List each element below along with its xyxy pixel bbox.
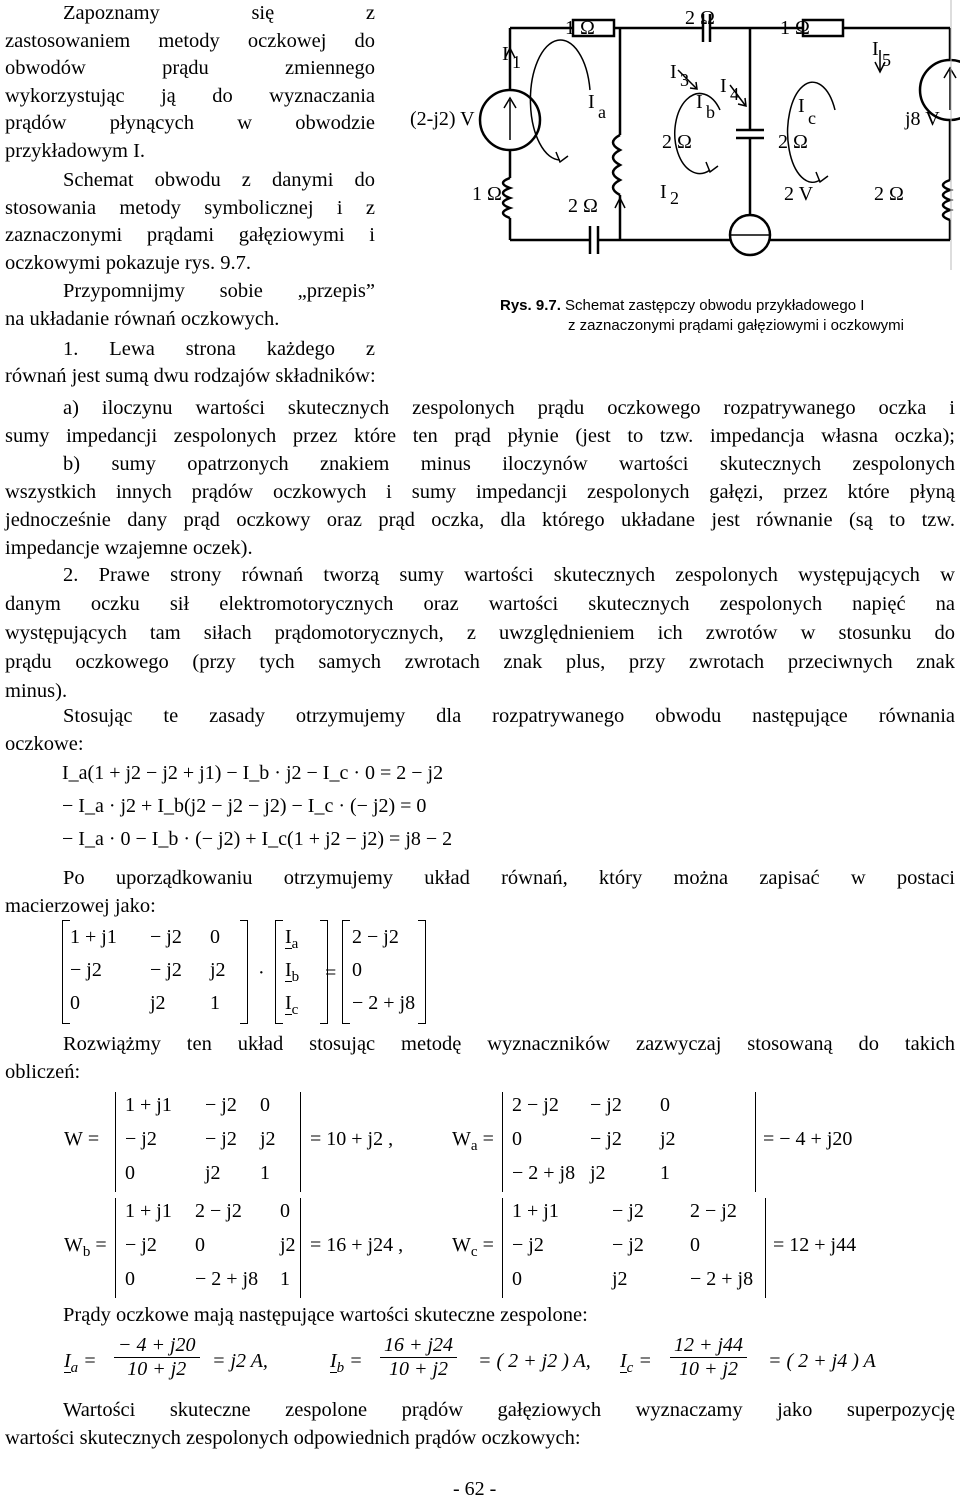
solution-fraction: $\frac{16 + j24}{10 + j2}$ (380, 1334, 457, 1381)
determinant-cell: − j2 (125, 1234, 157, 1256)
determinant-bar (755, 1092, 756, 1192)
determinant-bar (502, 1092, 503, 1192)
svg-text:2: 2 (670, 188, 679, 208)
svg-text:I: I (670, 61, 677, 83)
applying-line: oczkowe: (5, 733, 84, 755)
determinant-result: = 12 + j44 (773, 1234, 857, 1256)
determinant-cell: 2 − j2 (690, 1200, 737, 1222)
figure-caption-line1: Schemat zastępczy obwodu przykładowego I (565, 297, 865, 314)
rule-b-line: impedancje wzajemne oczek). (5, 537, 253, 559)
intro-line: zastosowaniem metody oczkowej do (5, 29, 375, 52)
closing-line: wartości skutecznych zespolonych odpowiednich prądów oczkowych: (5, 1427, 581, 1449)
svg-text:c: c (808, 108, 816, 128)
svg-text:I: I (720, 75, 727, 97)
matrix-b-cell: − 2 + j8 (352, 992, 416, 1014)
currents-intro: Prądy oczkowe mają następujące wartości skuteczne zespolone: (63, 1304, 588, 1326)
equation-3: − I_a · 0 − I_b · (− j2) + I_c(1 + j2 − j2) = j8 − 2 (62, 828, 453, 850)
rule-a-line: sumy impedancji zespolonych przez które ten prąd płynie (jest to tzw. impedancja własna oczka); (5, 425, 955, 447)
matrix-x-cell: $I_a$ (285, 926, 299, 952)
matrix-x-cell: $I_b$ (285, 959, 300, 985)
applying-line: Stosując te zasady otrzymujemy dla rozpatrywanego obwodu następujące równania (63, 705, 955, 727)
determinant-cell: − j2 (205, 1128, 237, 1150)
determinant-cell: − j2 (512, 1234, 544, 1256)
solution-fraction: $\frac{12 + j44}{10 + j2}$ (670, 1334, 747, 1381)
determinant-cell: j2 (590, 1162, 606, 1184)
determinant-cell: − j2 (590, 1128, 622, 1150)
svg-text:I: I (872, 38, 879, 60)
determinant-cell: − j2 (590, 1094, 622, 1116)
rule-2-line: minus). (5, 680, 68, 702)
svg-text:3: 3 (680, 70, 689, 90)
determinant-cell: 0 (125, 1162, 135, 1184)
matrix-a-cell: j2 (210, 959, 226, 981)
determinant-cell: − j2 (125, 1128, 157, 1150)
determinant-cell: 1 + j1 (512, 1200, 559, 1222)
rule-2-line: występujących tam siłach prądomotorycznych, z uwzględnieniem ich zwrotów w stosunku do (5, 622, 955, 644)
cramer-intro-line: obliczeń: (5, 1061, 81, 1083)
determinant-cell: 0 (195, 1234, 205, 1256)
determinant-cell: j2 (205, 1162, 221, 1184)
svg-text:I: I (588, 91, 595, 113)
determinant-cell: 1 (280, 1268, 290, 1290)
determinant-label: $W_c$ = (452, 1234, 494, 1260)
svg-text:2 Ω: 2 Ω (685, 7, 715, 29)
svg-text:1 Ω: 1 Ω (780, 17, 810, 39)
page-number: - 62 - (453, 1478, 497, 1500)
solution-result: = ( 2 + j2 ) A, (478, 1350, 591, 1372)
rule-a-line: a) iloczynu wartości skutecznych zespolonych prądu oczkowego rozpatrywanego oczka i (63, 397, 955, 419)
matrix-b-cell: 2 − j2 (352, 926, 399, 948)
determinant-cell: 1 + j1 (125, 1200, 172, 1222)
svg-text:a: a (598, 102, 606, 122)
svg-text:(2-j2) V: (2-j2) V (410, 108, 475, 130)
determinant-bar (300, 1198, 301, 1298)
figure-caption-line2: z zaznaczonymi prądami gałęziowymi i oczkowymi (568, 317, 904, 334)
svg-text:I: I (660, 181, 667, 203)
dot-operator: · (258, 962, 265, 984)
rule-b-line: wszystkich innych prądów oczkowych i sumy impedancji zespolonych gałęzi, przez które płyną (5, 481, 955, 503)
matrix-b-cell: 0 (352, 959, 362, 981)
svg-text:I: I (502, 43, 509, 65)
matrix-a-cell: 0 (210, 926, 220, 948)
determinant-cell: − 2 + j8 (512, 1162, 576, 1184)
matrix-a-cell: − j2 (70, 959, 102, 981)
equals-sign: = (325, 962, 337, 984)
matrix-a-cell: 1 (210, 992, 220, 1014)
determinant-label: W = (64, 1128, 100, 1150)
svg-text:2 Ω: 2 Ω (568, 195, 598, 217)
determinant-bar (300, 1092, 301, 1192)
intro-line: obwodów prądu zmiennego (5, 57, 375, 79)
determinant-cell: 0 (512, 1128, 522, 1150)
rule-2-line: prądu oczkowego (przy tych samych zwrotach znak plus, przy zwrotach przeciwnych znak (5, 651, 955, 673)
cramer-intro-line: Rozwiążmy ten układ stosując metodę wyznaczników zazwyczaj stosowaną do takich (63, 1033, 955, 1055)
determinant-bar (115, 1198, 116, 1298)
svg-text:2 Ω: 2 Ω (662, 131, 692, 153)
matrix-a-cell: − j2 (150, 959, 182, 981)
reminder-line: Przypomnijmy sobie „przepis” (63, 280, 375, 302)
rule-b-line: jednocześnie dany prąd oczkowy oraz prąd oczka, dla którego układane jest równanie (są to tzw. (5, 509, 955, 531)
figure-caption (500, 296, 904, 336)
determinant-cell: 0 (690, 1234, 700, 1256)
determinant-cell: j2 (260, 1128, 276, 1150)
svg-text:1 Ω: 1 Ω (565, 17, 595, 39)
svg-text:j8 V: j8 V (905, 108, 940, 130)
determinant-cell: 2 − j2 (512, 1094, 559, 1116)
solution-label: $I_b$ = (330, 1350, 363, 1376)
svg-text:2 V: 2 V (784, 183, 814, 205)
svg-text:I: I (798, 95, 805, 117)
rule-2-line: danym oczku sił elektromotorycznych oraz wartości skutecznych zespolonych napięć na (5, 593, 955, 615)
equation-2: − I_a · j2 + I_b(j2 − j2 − j2) − I_c · (− j2) = 0 (62, 795, 427, 817)
matrix-intro-line: macierzowej jako: (5, 895, 156, 917)
intro-line: przykładowym I. (5, 139, 146, 162)
determinant-bar (115, 1092, 116, 1192)
determinant-label: $W_a$ = (452, 1128, 494, 1154)
determinant-cell: 1 (260, 1162, 270, 1184)
svg-text:5: 5 (882, 50, 891, 70)
determinant-cell: 2 − j2 (195, 1200, 242, 1222)
rule-2-line: 2. Prawe strony równań tworzą sumy wartości skutecznych zespolonych występujących w (63, 564, 955, 586)
determinant-bar (502, 1198, 503, 1298)
determinant-cell: 1 (660, 1162, 670, 1184)
determinant-cell: 1 + j1 (125, 1094, 172, 1116)
rule1-start: 1. Lewa strona każdego z (63, 338, 375, 360)
determinant-cell: − 2 + j8 (690, 1268, 754, 1290)
schema-line: stosowania metody symbolicznej i z (5, 196, 375, 219)
determinant-cell: − j2 (612, 1200, 644, 1222)
intro-line: prądów płynących w obwodzie (5, 112, 375, 134)
determinant-result: = − 4 + j20 (763, 1128, 853, 1150)
determinant-cell: j2 (280, 1234, 296, 1256)
determinant-cell: 0 (260, 1094, 270, 1116)
svg-text:1 Ω: 1 Ω (472, 183, 502, 205)
svg-text:1: 1 (512, 52, 521, 72)
equation-1: I_a(1 + j2 − j2 + j1) − I_b · j2 − I_c · 0 = 2 − j2 (62, 762, 444, 784)
determinant-label: $W_b$ = (64, 1234, 107, 1260)
matrix-a-cell: − j2 (150, 926, 182, 948)
rule-b-line: b) sumy opatrzonych znakiem minus iloczynów wartości skutecznych zespolonych (63, 453, 955, 475)
rule1-cont: równań jest sumą dwu rodzajów składników: (5, 365, 376, 387)
figure-caption-label: Rys. 9.7. (500, 297, 561, 314)
schema-line: zaznaczonymi prądami gałęziowymi i (5, 224, 375, 246)
intro-line: wykorzystując ją do wyznaczania (5, 84, 375, 107)
determinant-cell: 0 (125, 1268, 135, 1290)
schema-line: oczkowymi pokazuje rys. 9.7. (5, 251, 251, 274)
determinant-cell: − 2 + j8 (195, 1268, 259, 1290)
svg-text:2 Ω: 2 Ω (778, 131, 808, 153)
matrix-a-cell: 0 (70, 992, 80, 1014)
reminder-line: na układanie równań oczkowych. (5, 307, 280, 330)
determinant-cell: j2 (660, 1128, 676, 1150)
determinant-bar (765, 1198, 766, 1298)
solution-result: = ( 2 + j4 ) A (768, 1350, 876, 1372)
determinant-cell: j2 (612, 1268, 628, 1290)
determinant-result: = 10 + j2 , (310, 1128, 394, 1150)
determinant-result: = 16 + j24 , (310, 1234, 404, 1256)
solution-label: $I_c$ = (620, 1350, 652, 1376)
solution-result: = j2 A, (212, 1350, 268, 1372)
matrix-x-cell: $I_c$ (285, 992, 299, 1018)
determinant-cell: − j2 (612, 1234, 644, 1256)
determinant-cell: 0 (280, 1200, 290, 1222)
determinant-cell: 0 (512, 1268, 522, 1290)
solution-label: $I_a$ = (64, 1350, 97, 1376)
closing-line: Wartości skuteczne zespolone prądów gałęziowych wyznaczamy jako superpozycję (63, 1399, 955, 1421)
schema-line: Schemat obwodu z danymi do (63, 169, 375, 191)
svg-text:b: b (706, 102, 715, 122)
svg-text:I: I (696, 91, 703, 113)
determinant-cell: − j2 (205, 1094, 237, 1116)
matrix-a-cell: j2 (150, 992, 166, 1014)
svg-text:4: 4 (730, 84, 739, 104)
determinant-cell: 0 (660, 1094, 670, 1116)
intro-line: Zapoznamy się z (63, 2, 375, 24)
matrix-intro-line: Po uporządkowaniu otrzymujemy układ równań, który można zapisać w postaci (63, 867, 955, 889)
svg-text:2 Ω: 2 Ω (874, 183, 904, 205)
solution-fraction: $\frac{- 4 + j20}{10 + j2}$ (114, 1334, 200, 1381)
circuit-diagram (410, 0, 960, 290)
matrix-a-cell: 1 + j1 (70, 926, 117, 948)
